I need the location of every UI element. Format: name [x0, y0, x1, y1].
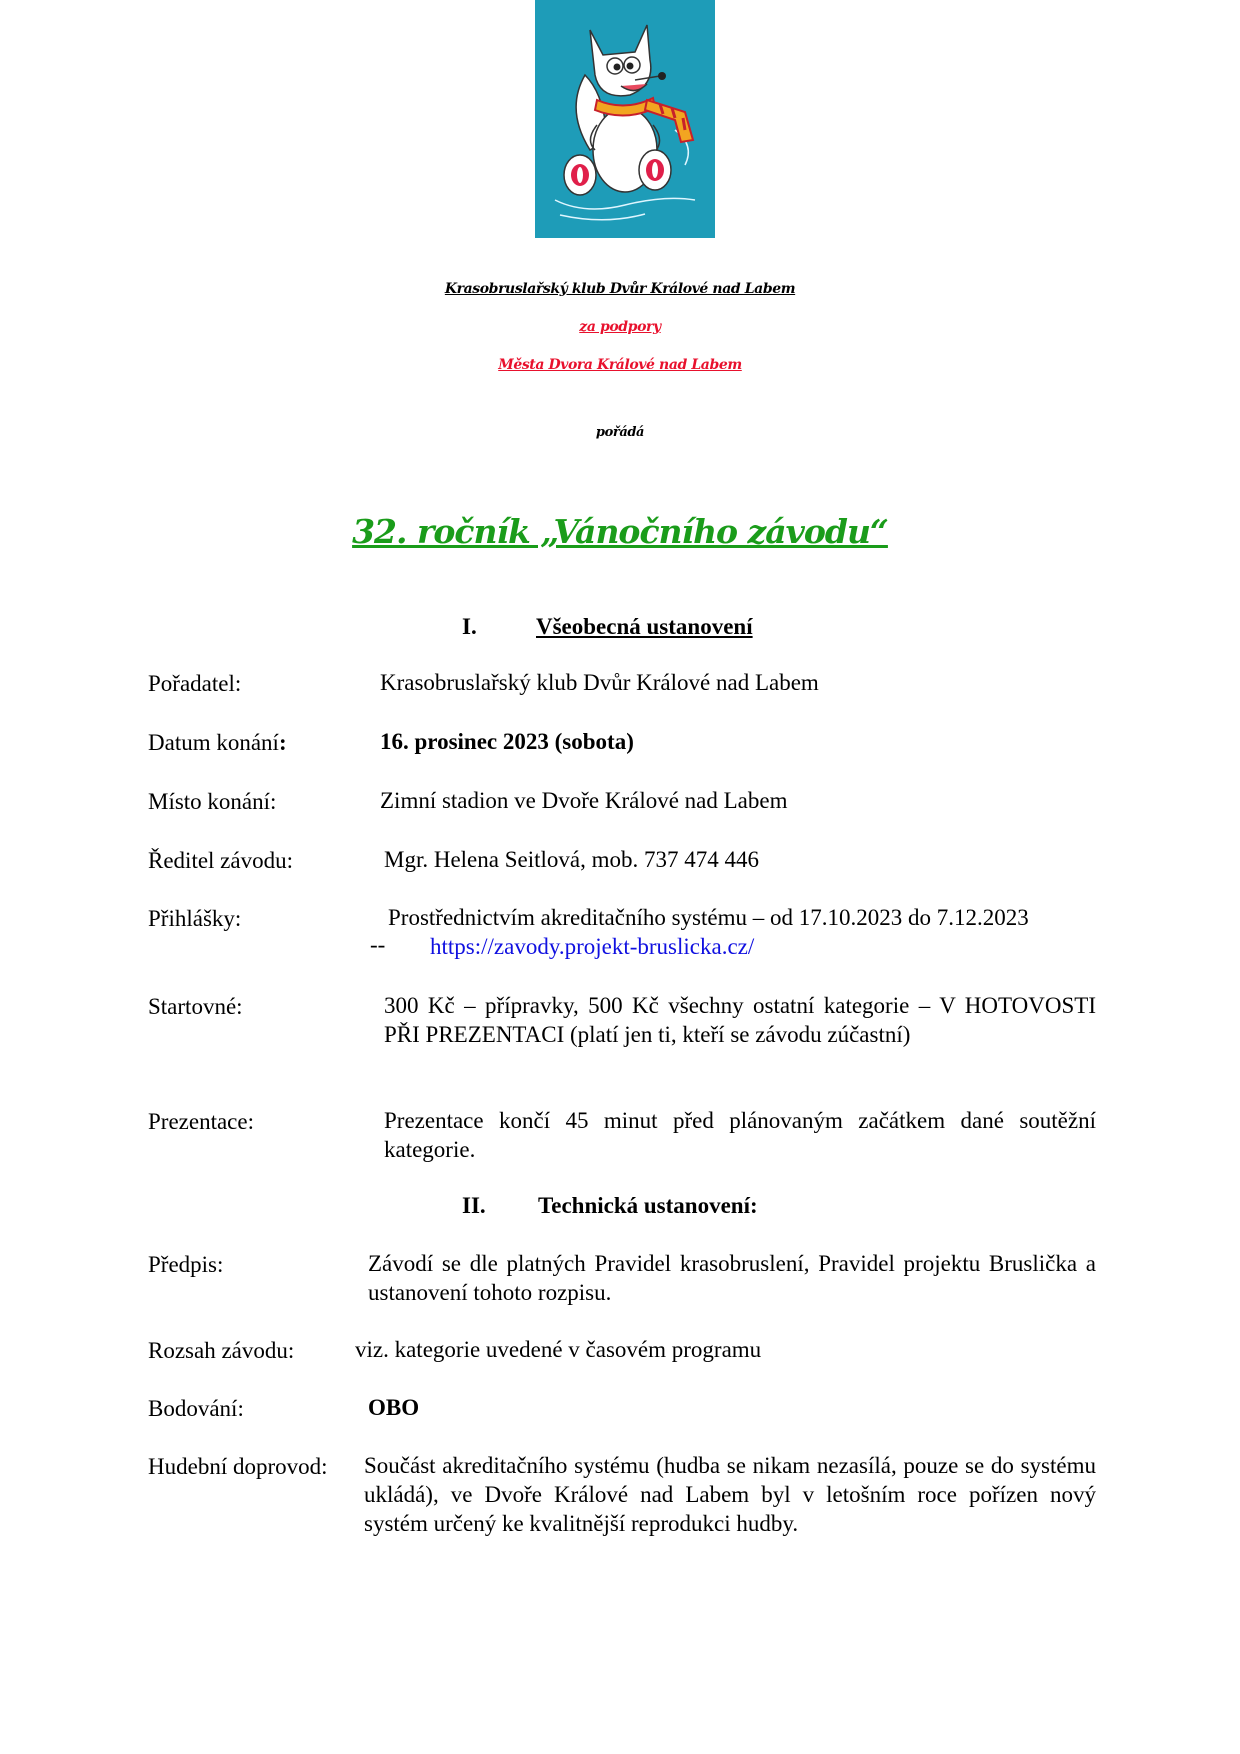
registration-label: Přihlášky: — [148, 906, 242, 931]
rules-label: Předpis: — [148, 1252, 224, 1277]
support-line: za podpory — [579, 319, 661, 335]
date-label-text: Datum konání — [148, 730, 279, 755]
organizer-label: Pořadatel: — [148, 671, 242, 696]
event-title: 32. ročník „Vánočního závodu“ — [352, 512, 888, 551]
date-value: 16. prosinec 2023 (sobota) — [380, 729, 634, 754]
section-2-number: II. — [462, 1193, 486, 1218]
organizer-value: Krasobruslařský klub Dvůr Králové nad Labem — [380, 670, 819, 695]
presentation-value: Prezentace končí 45 minut před plánovaným začátkem dané soutěžní kategorie. — [384, 1108, 1096, 1162]
organizes-line: pořádá — [595, 425, 645, 440]
scoring-label: Bodování: — [148, 1396, 244, 1421]
presentation-label: Prezentace: — [148, 1109, 254, 1134]
club-logo — [535, 0, 715, 238]
section-2-title: Technická ustanovení: — [538, 1193, 758, 1218]
section-1-title: Všeobecná ustanovení — [536, 614, 753, 639]
registration-value: Prostřednictvím akreditačního systému – od 17.10.2023 do 7.12.2023 — [388, 905, 1029, 930]
music-label: Hudební doprovod: — [148, 1454, 328, 1479]
entry-fee-label: Startovné: — [148, 994, 243, 1019]
fox-mascot-icon — [535, 0, 715, 238]
music-value: Součást akreditačního systému (hudba se nikam nezasílá, pouze se do systému ukládá), ve Dvoře Králové nad Labem byl v letošním roce pořízen nový systém určený ke kvalitnější reprodukci hudby. — [364, 1453, 1096, 1536]
registration-dash: -- — [370, 932, 386, 957]
registration-link[interactable]: https://zavody.projekt-bruslicka.cz/ — [430, 934, 755, 959]
director-label: Ředitel závodu: — [148, 848, 293, 873]
date-label-colon: : — [278, 730, 287, 755]
scope-label: Rozsah závodu: — [148, 1338, 295, 1363]
rules-value: Závodí se dle platných Pravidel krasobruslení, Pravidel projektu Bruslička a ustanovení tohoto rozpisu. — [368, 1251, 1096, 1305]
supporting-town-line: Města Dvora Králové nad Labem — [498, 357, 742, 373]
venue-value: Zimní stadion ve Dvoře Králové nad Labem — [380, 788, 788, 813]
date-label — [148, 730, 287, 756]
scope-value: viz. kategorie uvedené v časovém programu — [355, 1337, 762, 1362]
entry-fee-value: 300 Kč – přípravky, 500 Kč všechny ostatní kategorie – V HOTOVOSTI PŘI PREZENTACI (platí jen ti, kteří se závodu zúčastní) — [384, 993, 1096, 1047]
organizer-club-line: Krasobruslařský klub Dvůr Králové nad Labem — [444, 281, 796, 297]
scoring-value: OBO — [368, 1395, 420, 1420]
section-1-number: I. — [462, 614, 477, 639]
director-value: Mgr. Helena Seitlová, mob. 737 474 446 — [384, 847, 759, 872]
venue-label: Místo konání: — [148, 789, 277, 814]
